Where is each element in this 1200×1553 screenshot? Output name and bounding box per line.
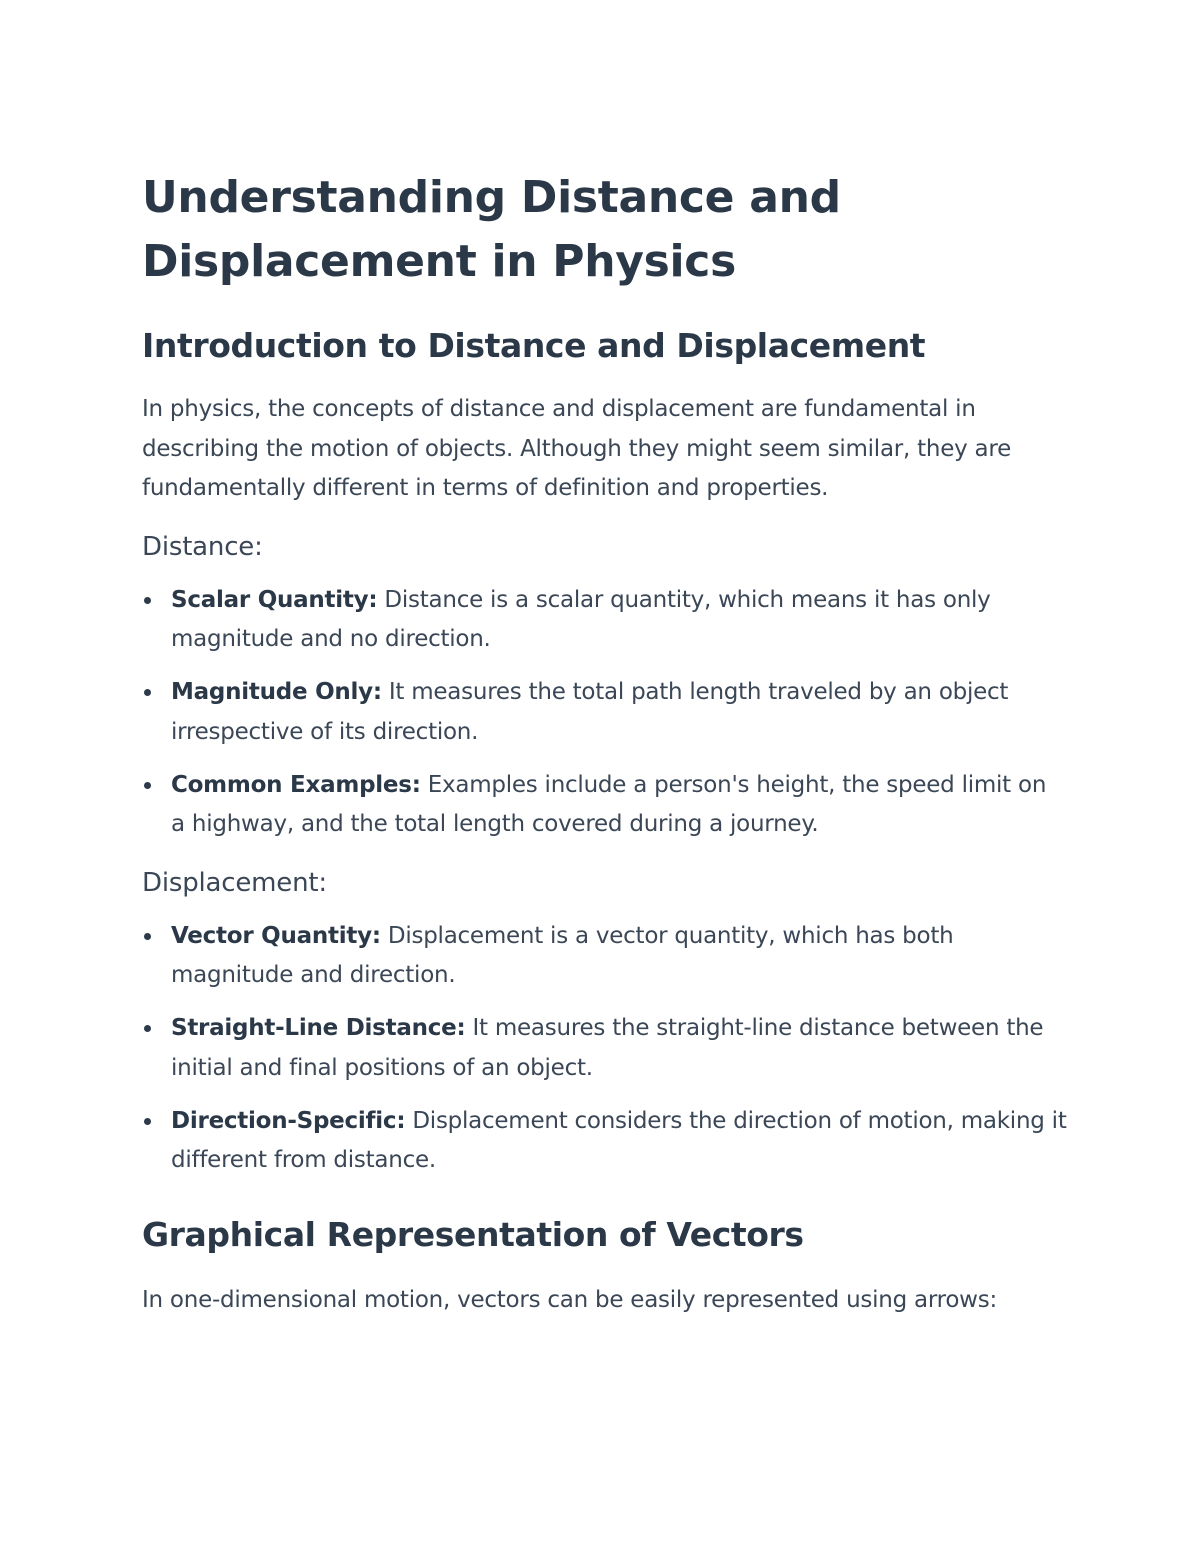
list-item xyxy=(142,1102,1067,1181)
section-paragraph-introduction: In physics, the concepts of distance and displacement are fundamental in describing the motion of objects. Although they might seem similar, they are fundamentally different in terms of definition and properties. xyxy=(142,396,1011,501)
list-item xyxy=(142,673,1067,752)
list-item-text: Examples include a person's height, the speed limit on a highway, and the total length covered during a journey. xyxy=(171,771,1047,837)
list-item-text: Displacement considers the direction of motion, making it different from distance. xyxy=(171,1107,1067,1173)
list-item-term: Direction-Specific: xyxy=(171,1107,406,1134)
list-item-text: Displacement is a vector quantity, which has both magnitude and direction. xyxy=(171,922,954,988)
bullet-icon xyxy=(144,782,151,789)
list-item xyxy=(142,766,1067,845)
list-item-term: Common Examples: xyxy=(171,771,421,798)
list-item-text: Distance is a scalar quantity, which means it has only magnitude and no direction. xyxy=(171,586,991,652)
list-item-term: Vector Quantity: xyxy=(171,922,381,949)
bullet-icon xyxy=(144,597,151,604)
list-item-text: It measures the straight-line distance between the initial and final positions of an object. xyxy=(171,1015,1044,1081)
list-item-term: Magnitude Only: xyxy=(171,679,382,705)
document-title: Understanding Distance and Displacement in Physics xyxy=(142,172,841,287)
subsection-heading-displacement: Displacement: xyxy=(142,867,327,898)
list-item xyxy=(142,581,1067,660)
section-paragraph-graphical-representation: In one-dimensional motion, vectors can be easily represented using arrows: xyxy=(142,1286,997,1313)
list-item-term: Scalar Quantity: xyxy=(171,586,378,613)
document-page xyxy=(142,166,1067,1320)
bullet-icon xyxy=(144,1118,151,1125)
list-item xyxy=(142,1009,1067,1088)
section-heading-graphical-representation: Graphical Representation of Vectors xyxy=(142,1214,804,1254)
bullet-icon xyxy=(144,689,151,696)
subsection-heading-distance: Distance: xyxy=(142,531,263,562)
bullet-icon xyxy=(144,1025,151,1032)
distance-list xyxy=(142,581,1067,845)
displacement-list xyxy=(142,917,1067,1181)
list-item-term: Straight-Line Distance: xyxy=(171,1015,466,1041)
list-item xyxy=(142,917,1067,996)
list-item-text: It measures the total path length traveled by an object irrespective of its direction. xyxy=(171,679,1009,745)
section-heading-introduction: Introduction to Distance and Displacement xyxy=(142,326,926,365)
bullet-icon xyxy=(144,933,151,940)
